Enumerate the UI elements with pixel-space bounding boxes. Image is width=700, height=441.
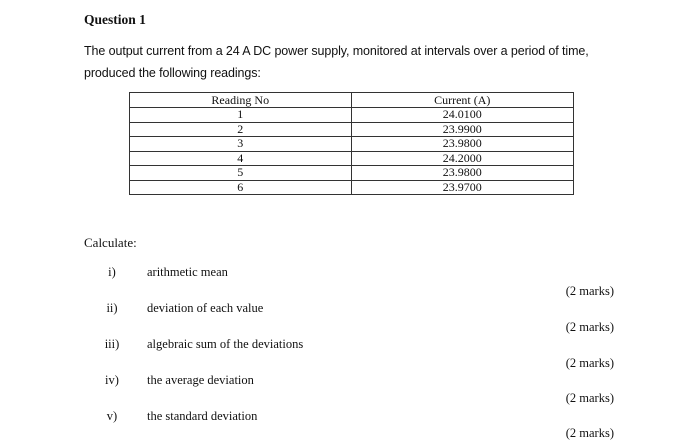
- table-row: [130, 151, 574, 166]
- task-text-standard-deviation: the standard deviation: [147, 409, 258, 423]
- task-number-i: i): [108, 265, 116, 279]
- current-cell: 23.9800: [351, 137, 574, 152]
- table-row: [130, 108, 574, 123]
- task-number-iv: iv): [105, 373, 119, 387]
- table-row: [130, 137, 574, 152]
- task-text-arithmetic-mean: arithmetic mean: [147, 265, 228, 279]
- reading-no-cell: 2: [130, 122, 352, 137]
- marks-label-iii: (2 marks): [565, 356, 614, 370]
- question-intro-line-2: produced the following readings:: [84, 66, 261, 80]
- table-header-row: [130, 93, 574, 108]
- task-text-deviation: deviation of each value: [147, 301, 264, 315]
- task-number-v: v): [106, 409, 118, 423]
- question-heading: Question 1: [84, 12, 146, 27]
- task-number-iii: iii): [104, 337, 120, 351]
- header-current: Current (A): [351, 93, 574, 108]
- calculate-label: Calculate:: [84, 235, 137, 250]
- task-text-average-deviation: the average deviation: [147, 373, 254, 387]
- header-reading-no: Reading No: [130, 93, 352, 108]
- question-intro-line-1: The output current from a 24 A DC power supply, monitored at intervals over a period of time,: [84, 44, 589, 58]
- table-row: [130, 180, 574, 195]
- marks-label-v: (2 marks): [565, 426, 614, 440]
- table-row: [130, 122, 574, 137]
- marks-label-i: (2 marks): [565, 284, 614, 298]
- marks-label-ii: (2 marks): [565, 320, 614, 334]
- current-cell: 24.0100: [351, 108, 574, 123]
- readings-table: [129, 92, 574, 195]
- reading-no-cell: 4: [130, 151, 352, 166]
- current-cell: 23.9700: [351, 180, 574, 195]
- current-cell: 23.9800: [351, 166, 574, 181]
- reading-no-cell: 3: [130, 137, 352, 152]
- reading-no-cell: 5: [130, 166, 352, 181]
- table-row: [130, 166, 574, 181]
- task-text-algebraic-sum: algebraic sum of the deviations: [147, 337, 304, 351]
- current-cell: 24.2000: [351, 151, 574, 166]
- reading-no-cell: 1: [130, 108, 352, 123]
- current-cell: 23.9900: [351, 122, 574, 137]
- marks-label-iv: (2 marks): [565, 391, 614, 405]
- reading-no-cell: 6: [130, 180, 352, 195]
- task-number-ii: ii): [106, 301, 118, 315]
